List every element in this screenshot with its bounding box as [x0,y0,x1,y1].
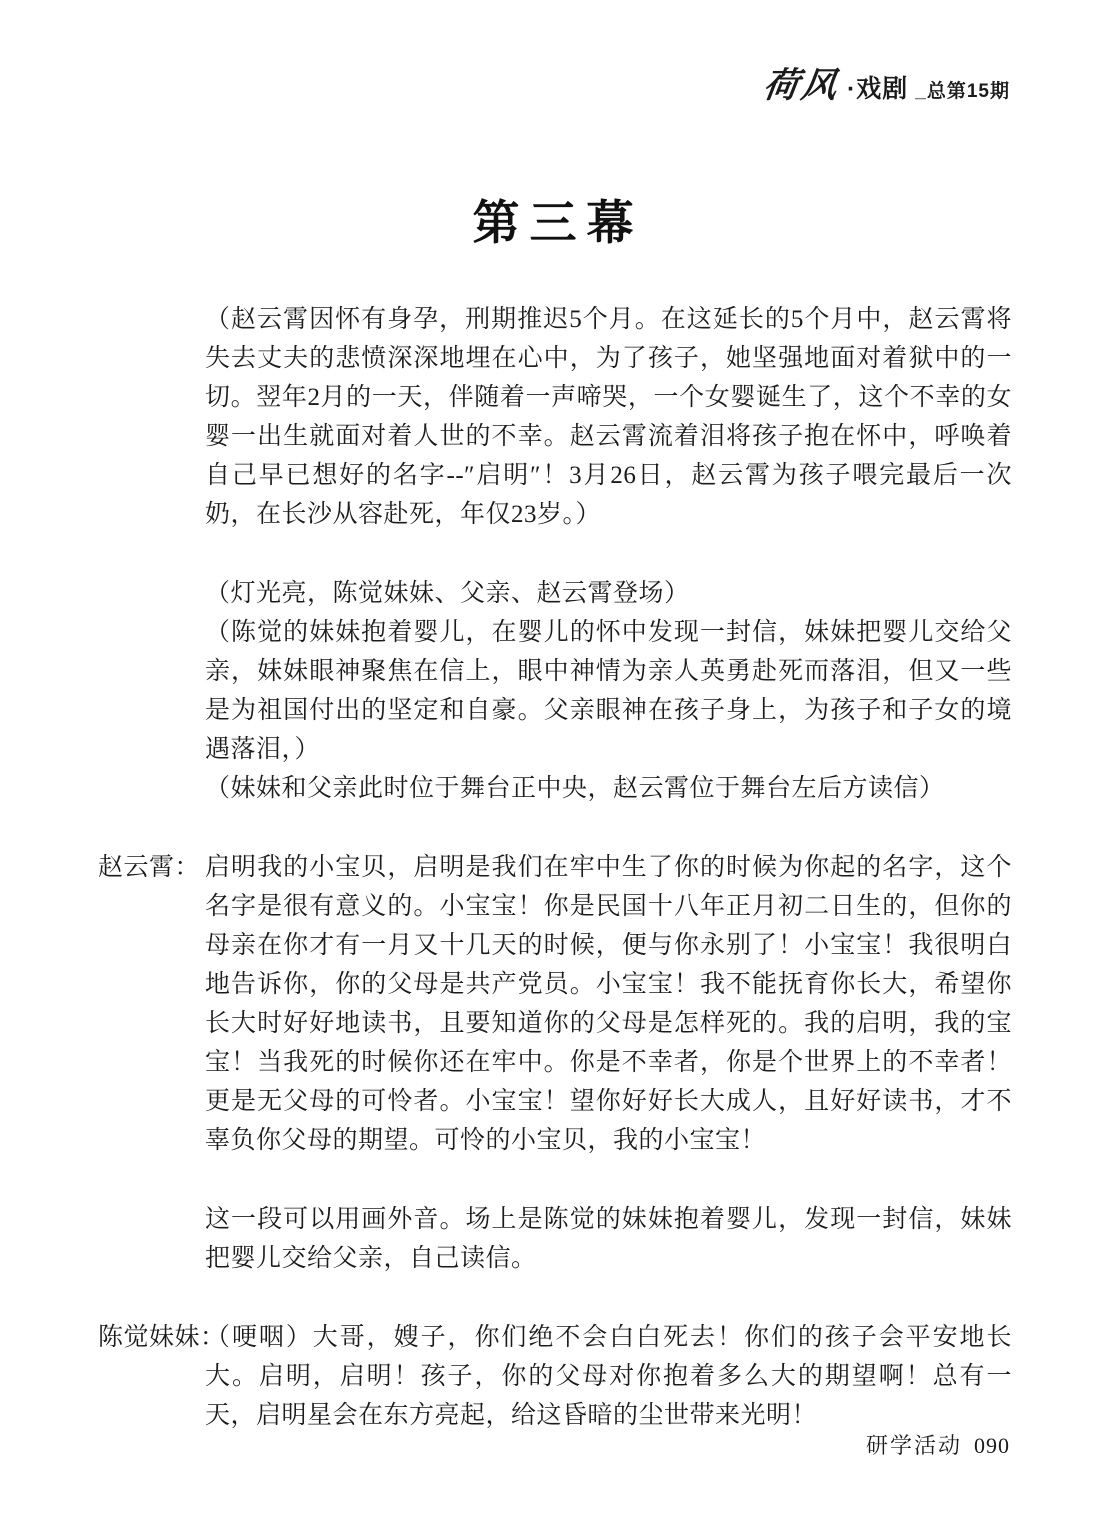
note-block [98,1200,1012,1278]
dialogue-text [205,1318,1012,1435]
page-number: 090 [974,1433,1010,1458]
dialogue-paragraph: （哽咽）大哥，嫂子，你们绝不会白白死去！你们的孩子会平安地长大。启明，启明！孩子，你的父母对你抱着多么大的期望啊！总有一天，启明星会在东方亮起，给这昏暗的尘世带来光明！ [205,1324,1012,1429]
stage-direction-block-2 [98,574,1012,808]
header-issue-number: _总第15期 [915,81,1010,102]
header-section-label: ·戏剧 [846,75,909,103]
stage-direction-paragraph: （陈觉的妹妹抱着婴儿，在婴儿的怀中发现一封信，妹妹把婴儿交给父亲，妹妹眼神聚焦在信上，眼中神情为亲人英勇赴死而落泪，但又一些是为祖国付出的坚定和自豪。父亲眼神在孩子身上，为孩子和子女的境遇落泪，） [205,619,1012,763]
page-header [760,58,1010,108]
act-title: 第三幕 [472,198,644,250]
page-footer [866,1429,1010,1460]
stage-direction-block-1 [98,300,1012,534]
stage-direction-paragraph: （灯光亮，陈觉妹妹、父亲、赵云霄登场） [205,580,690,607]
dialogue-block-chenjue-sister [98,1318,1012,1435]
speaker-label: 赵云霄： [98,854,201,881]
stage-direction-text [205,300,1012,534]
note-paragraph: 这一段可以用画外音。场上是陈觉的妹妹抱着婴儿，发现一封信，妹妹把婴儿交给父亲，自己读信。 [205,1206,1012,1272]
note-text [205,1200,1012,1278]
dialogue-block-zhaoyunxiao [98,848,1012,1160]
speaker-label: 陈觉妹妹： [98,1324,226,1351]
footer-section-label: 研学活动 [865,1433,962,1458]
dialogue-text [205,848,1012,1160]
stage-direction-paragraph: （赵云霄因怀有身孕，刑期推迟5个月。在这延长的5个月中，赵云霄将失去丈夫的悲愤深深地埋在心中，为了孩子，她坚强地面对着狱中的一切。翌年2月的一天，伴随着一声啼哭，一个女婴诞生了，这个不幸的女婴一出生就面对着人世的不幸。赵云霄流着泪将孩子抱在怀中，呼唤着自己早已想好的名字--″启明″！3月26日，赵云霄为孩子喂完最后一次奶，在长沙从容赴死，年仅23岁。） [205,306,1012,528]
stage-direction-text [205,574,1012,808]
script-body [98,300,1012,1475]
dialogue-paragraph: 启明我的小宝贝，启明是我们在牢中生了你的时候为你起的名字，这个名字是很有意义的。小宝宝！你是民国十八年正月初二日生的，但你的母亲在你才有一月又十几天的时候，便与你永别了！小宝宝！我很明白地告诉你，你的父母是共产党员。小宝宝！我不能抚育你长大，希望你长大时好好地读书，且要知道你的父母是怎样死的。我的启明，我的宝宝！当我死的时候你还在牢中。你是不幸者，你是个世界上的不幸者！更是无父母的可怜者。小宝宝！望你好好长大成人，且好好读书，才不辜负你父母的期望。可怜的小宝贝，我的小宝宝！ [205,854,1012,1154]
stage-direction-paragraph: （妹妹和父亲此时位于舞台正中央，赵云霄位于舞台左后方读信） [205,775,945,802]
hefeng-logo: 荷风 [760,65,843,106]
